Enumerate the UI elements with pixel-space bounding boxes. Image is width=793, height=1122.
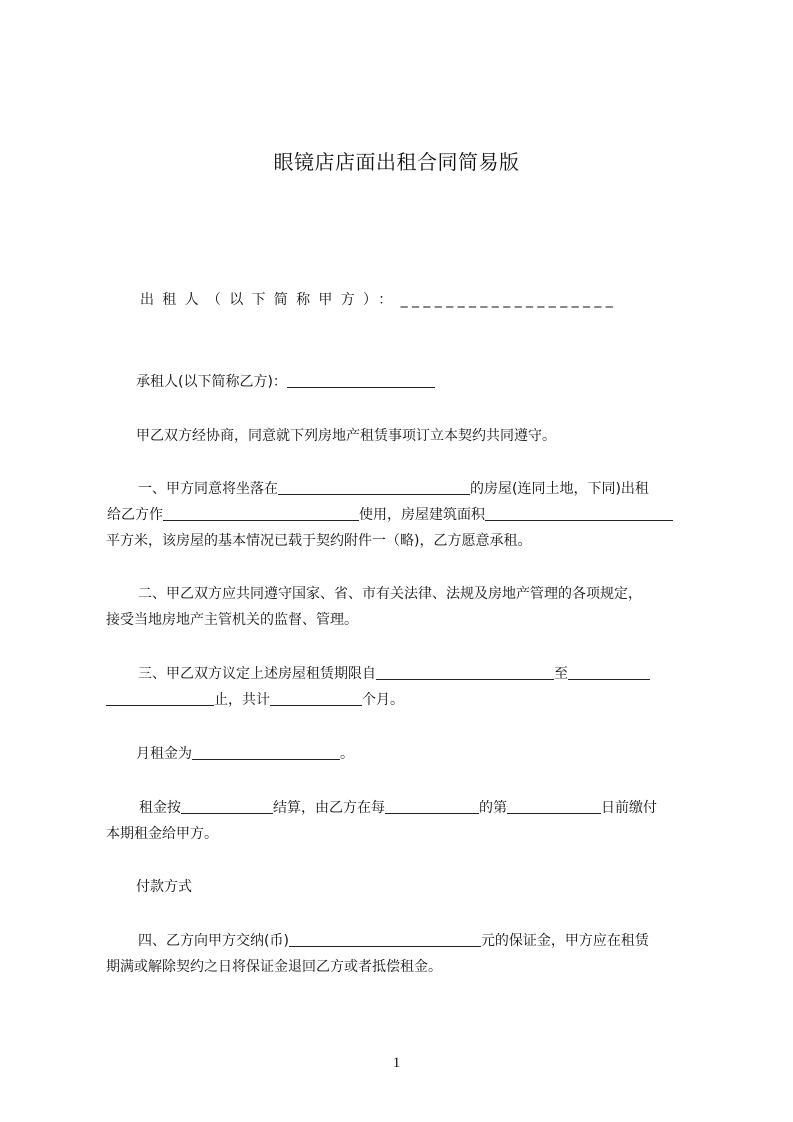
monthly-rent-label: 月租金为 bbox=[136, 746, 192, 762]
clause-1-line-3: 平方米，该房屋的基本情况已载于契约附件一（略)，乙方愿意承租。 bbox=[106, 533, 532, 549]
deposit-blank bbox=[289, 932, 481, 947]
clause-1-text-b: 的房屋(连同土地，下同)出租 bbox=[470, 481, 649, 497]
lessor-label: 出租人（以下简称甲方）： bbox=[140, 292, 401, 308]
document-title: 眼镜店店面出租合同简易版 bbox=[273, 150, 520, 174]
lessee-label: 承租人(以下简称乙方)： bbox=[136, 374, 287, 390]
clause-3-text-d: 个月。 bbox=[362, 692, 404, 708]
clause-3-text-a: 三、甲乙双方议定上述房屋租赁期限自 bbox=[138, 666, 376, 682]
clause-1-text-c: 给乙方作 bbox=[107, 507, 163, 523]
period-blank bbox=[385, 799, 479, 814]
clause-2-line-2: 接受当地房地产主管机关的监督、管理。 bbox=[106, 612, 358, 628]
clause-4-text-b: 元的保证金，甲方应在租赁 bbox=[480, 933, 649, 949]
months-blank bbox=[270, 691, 362, 706]
usage-blank bbox=[163, 506, 359, 521]
payment-line-2: 本期租金给甲方。 bbox=[106, 826, 218, 842]
lease-start-blank bbox=[376, 665, 554, 680]
clause-4-line-2: 期满或解除契约之日将保证金退回乙方或者抵偿租金。 bbox=[106, 959, 442, 975]
page-number: 1 bbox=[392, 1055, 401, 1071]
area-blank bbox=[485, 506, 673, 521]
lessee-blank bbox=[287, 373, 435, 388]
payment-method-heading: 付款方式 bbox=[136, 879, 192, 895]
intro-paragraph: 甲乙双方经协商，同意就下列房地产租赁事项订立本契约共同遵守。 bbox=[136, 428, 556, 444]
clause-3-text-c: 止，共计 bbox=[214, 692, 270, 708]
clause-4-line-1 bbox=[138, 931, 649, 951]
monthly-rent-blank bbox=[192, 745, 340, 760]
monthly-rent-line bbox=[136, 744, 354, 764]
payment-text-c: 的第 bbox=[479, 800, 507, 816]
day-blank bbox=[507, 799, 601, 814]
lessor-line bbox=[140, 290, 617, 310]
clause-1-line-1 bbox=[138, 479, 649, 499]
monthly-rent-end: 。 bbox=[340, 746, 354, 762]
clause-3-line-2 bbox=[106, 690, 404, 710]
lease-end-blank-a bbox=[568, 665, 650, 680]
clause-3-line-1 bbox=[138, 664, 650, 684]
payment-text-d: 日前缴付 bbox=[601, 800, 657, 816]
lessee-line bbox=[136, 372, 435, 392]
location-blank bbox=[278, 480, 470, 495]
lease-end-blank-b bbox=[106, 691, 214, 706]
clause-4-text-a: 四、乙方向甲方交纳(币) bbox=[138, 933, 289, 949]
clause-2-line-1: 二、甲乙双方应共同遵守国家、省、市有关法律、法规及房地产管理的各项规定， bbox=[138, 586, 642, 602]
clause-1-text-d: 使用，房屋建筑面积 bbox=[359, 507, 485, 523]
payment-text-a: 租金按 bbox=[139, 800, 181, 816]
clause-3-text-b: 至 bbox=[554, 666, 568, 682]
clause-1-text-a: 一、甲方同意将坐落在 bbox=[138, 481, 278, 497]
settlement-blank bbox=[181, 799, 273, 814]
lessor-blank: ___________________ bbox=[400, 292, 618, 308]
payment-line-1 bbox=[139, 798, 657, 818]
payment-text-b: 结算，由乙方在每 bbox=[273, 800, 385, 816]
clause-1-line-2 bbox=[107, 505, 673, 525]
